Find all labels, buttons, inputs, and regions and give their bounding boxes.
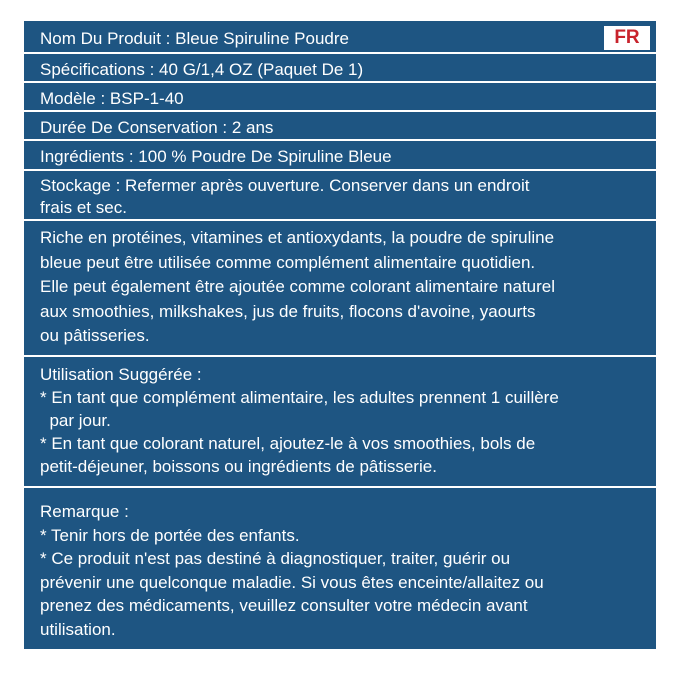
product-name-row <box>24 21 656 54</box>
description-line: Elle peut également être ajoutée comme colorant alimentaire naturel <box>40 277 556 296</box>
storage-row <box>24 171 656 221</box>
remark-line: prenez des médicaments, veuillez consulter votre médecin avant <box>40 596 528 615</box>
model-row <box>24 83 656 112</box>
usage-line: par jour. <box>40 411 111 430</box>
remark-row <box>24 488 656 649</box>
remark-heading: Remarque : <box>40 502 129 521</box>
description-line: bleue peut être utilisée comme complément alimentaire quotidien. <box>40 252 536 272</box>
description-line: aux smoothies, milkshakes, jus de fruits, flocons d'avoine, yaourts <box>40 301 536 321</box>
shelf-life-row <box>24 112 656 141</box>
product-info-panel <box>22 19 658 651</box>
specifications-text: Spécifications : 40 G/1,4 OZ (Paquet De 1) <box>40 60 364 79</box>
usage-line: petit-déjeuner, boissons ou ingrédients de pâtisserie. <box>40 457 437 476</box>
shelf-life-text: Durée De Conservation : 2 ans <box>40 118 274 137</box>
storage-line: frais et sec. <box>40 198 127 217</box>
usage-line: * En tant que complément alimentaire, les adultes prennent 1 cuillère <box>40 388 559 407</box>
remark-line: utilisation. <box>40 619 116 639</box>
ingredients-row <box>24 141 656 171</box>
remark-line: prévenir une quelconque maladie. Si vous êtes enceinte/allaitez ou <box>40 572 544 592</box>
ingredients-text: Ingrédients : 100 % Poudre De Spiruline Bleue <box>40 147 392 166</box>
storage-line: Stockage : Refermer après ouverture. Conserver dans un endroit <box>40 176 530 195</box>
description-line: Riche en protéines, vitamines et antioxydants, la poudre de spiruline <box>40 228 555 247</box>
usage-heading: Utilisation Suggérée : <box>40 365 202 384</box>
description-line: ou pâtisseries. <box>40 326 150 345</box>
remark-line: * Ce produit n'est pas destiné à diagnostiquer, traiter, guérir ou <box>40 549 511 568</box>
usage-row <box>24 357 656 488</box>
remark-line: * Tenir hors de portée des enfants. <box>40 525 300 545</box>
product-name-text: Nom Du Produit : Bleue Spiruline Poudre <box>40 29 349 48</box>
usage-line: * En tant que colorant naturel, ajoutez-le à vos smoothies, bols de <box>40 434 536 453</box>
model-text: Modèle : BSP-1-40 <box>40 89 184 108</box>
specifications-row <box>24 54 656 83</box>
language-badge: FR <box>604 26 650 50</box>
description-row <box>24 221 656 357</box>
